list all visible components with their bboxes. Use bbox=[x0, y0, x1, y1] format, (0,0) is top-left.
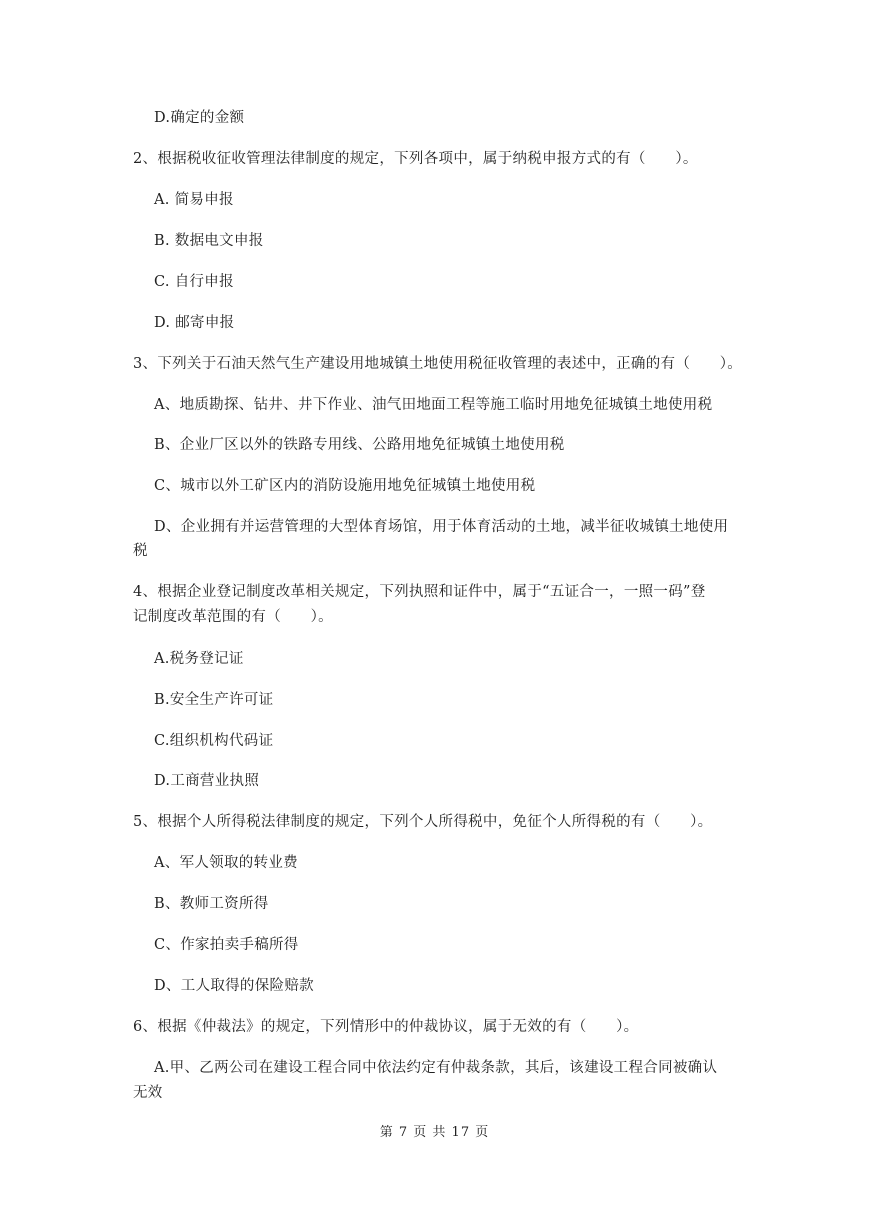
question-2: 2、根据税收征收管理法律制度的规定，下列各项中，属于纳税申报方式的有（ ）。 bbox=[133, 151, 698, 167]
q5-option-a: A、军人领取的转业费 bbox=[154, 855, 298, 871]
q3-option-b: B、企业厂区以外的铁路专用线、公路用地免征城镇土地使用税 bbox=[154, 437, 565, 453]
q2-option-d: D. 邮寄申报 bbox=[154, 315, 235, 331]
question-4: 4、根据企业登记制度改革相关规定，下列执照和证件中，属于“五证合一，一照一码”登 bbox=[133, 584, 706, 600]
q4-option-d: D.工商营业执照 bbox=[154, 773, 260, 789]
q3-option-d-continued: 税 bbox=[133, 543, 148, 559]
q2-option-a: A. 简易申报 bbox=[154, 192, 234, 208]
page-footer: 第 7 页 共 17 页 bbox=[379, 1125, 490, 1140]
q2-option-b: B. 数据电文申报 bbox=[154, 233, 264, 249]
q3-option-c: C、城市以外工矿区内的消防设施用地免征城镇土地使用税 bbox=[154, 478, 536, 494]
q4-option-b: B.安全生产许可证 bbox=[154, 692, 274, 708]
q5-option-d: D、工人取得的保险赔款 bbox=[154, 978, 314, 994]
question-6: 6、根据《仲裁法》的规定，下列情形中的仲裁协议，属于无效的有（ ）。 bbox=[133, 1019, 639, 1035]
question-5: 5、根据个人所得税法律制度的规定，下列个人所得税中，免征个人所得税的有（ ）。 bbox=[133, 814, 713, 830]
q3-option-a: A、地质勘探、钻井、井下作业、油气田地面工程等施工临时用地免征城镇土地使用税 bbox=[154, 397, 713, 413]
question-4-continued: 记制度改革范围的有（ ）。 bbox=[133, 609, 333, 625]
question-3: 3、下列关于石油天然气生产建设用地城镇土地使用税征收管理的表述中，正确的有（ ）。 bbox=[133, 356, 743, 372]
q6-option-a: A.甲、乙两公司在建设工程合同中依法约定有仲裁条款，其后，该建设工程合同被确认 bbox=[154, 1060, 718, 1076]
q2-option-c: C. 自行申报 bbox=[154, 274, 234, 290]
q4-option-a: A.税务登记证 bbox=[154, 651, 244, 667]
q6-option-a-continued: 无效 bbox=[133, 1085, 163, 1101]
q5-option-b: B、教师工资所得 bbox=[154, 896, 269, 912]
q3-option-d: D、企业拥有并运营管理的大型体育场馆，用于体育活动的土地，减半征收城镇土地使用 bbox=[154, 519, 729, 535]
q5-option-c: C、作家拍卖手稿所得 bbox=[154, 937, 299, 953]
q4-option-c: C.组织机构代码证 bbox=[154, 733, 274, 749]
q1-option-d: D.确定的金额 bbox=[154, 110, 245, 126]
